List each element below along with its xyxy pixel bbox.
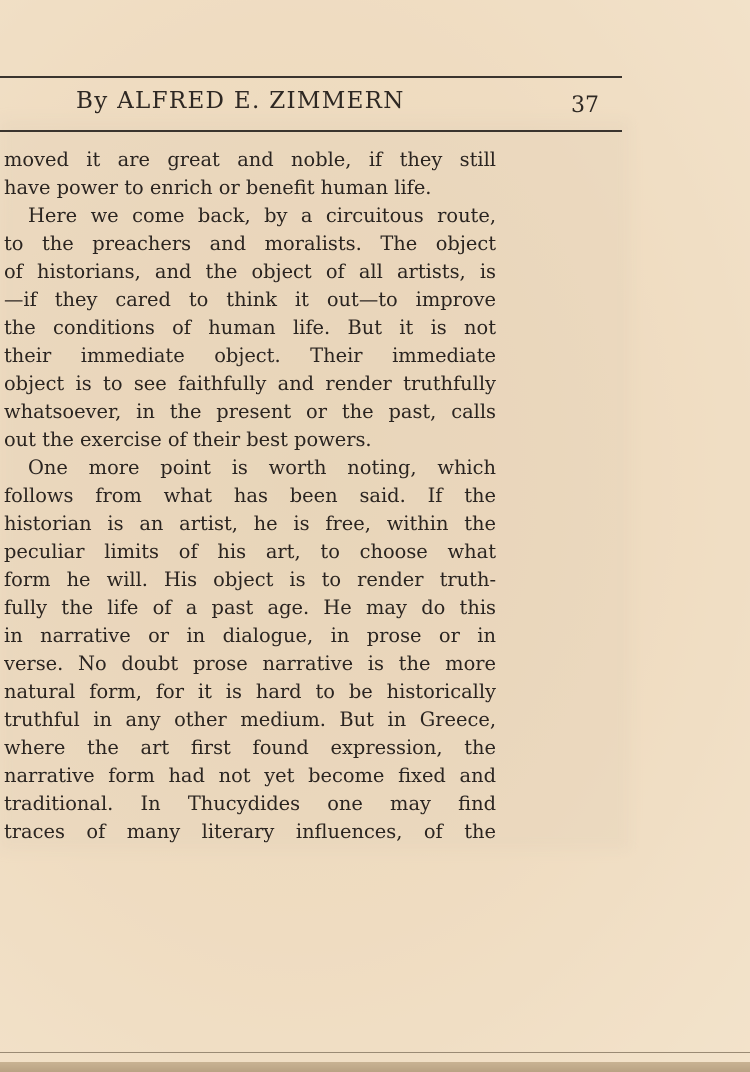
text-line: traces of many literary influences, of the (4, 820, 496, 843)
text-line: natural form, for it is hard to be historically (4, 680, 496, 703)
text-line: traditional. In Thucydides one may find (4, 792, 496, 815)
text-line: verse. No doubt prose narrative is the more (4, 652, 496, 675)
header-rule-top (0, 76, 622, 78)
text-line: have power to enrich or benefit human life. (4, 176, 432, 199)
text-line: to the preachers and moralists. The object (4, 232, 496, 255)
text-line: their immediate object. Their immediate (4, 344, 496, 367)
text-line: moved it are great and noble, if they still (4, 148, 496, 171)
text-line: follows from what has been said. If the (4, 484, 496, 507)
text-line: fully the life of a past age. He may do this (4, 596, 496, 619)
text-line: peculiar limits of his art, to choose what (4, 540, 496, 563)
page-edge-line (0, 1052, 750, 1053)
text-line: in narrative or in dialogue, in prose or in (4, 624, 496, 647)
page-edge-strip (0, 1062, 750, 1072)
text-line: the conditions of human life. But it is not (4, 316, 496, 339)
text-line: —if they cared to think it out—to improve (4, 288, 496, 311)
text-line: truthful in any other medium. But in Greece, (4, 708, 496, 731)
running-head: By ALFRED E. ZIMMERN (76, 88, 405, 114)
text-line: narrative form had not yet become fixed and (4, 764, 496, 787)
text-line: form he will. His object is to render truth- (4, 568, 496, 591)
paragraph-start-line: Here we come back, by a circuitous route, (28, 204, 496, 227)
page-number: 37 (571, 93, 599, 118)
text-line: object is to see faithfully and render truthfully (4, 372, 496, 395)
text-line: out the exercise of their best powers. (4, 428, 372, 451)
text-line: whatsoever, in the present or the past, calls (4, 400, 496, 423)
text-line: historian is an artist, he is free, within the (4, 512, 496, 535)
body-text (4, 146, 496, 846)
text-line: where the art first found expression, the (4, 736, 496, 759)
text-line: of historians, and the object of all artists, is (4, 260, 496, 283)
header-rule-bottom (0, 130, 622, 132)
paragraph-start-line: One more point is worth noting, which (28, 456, 496, 479)
